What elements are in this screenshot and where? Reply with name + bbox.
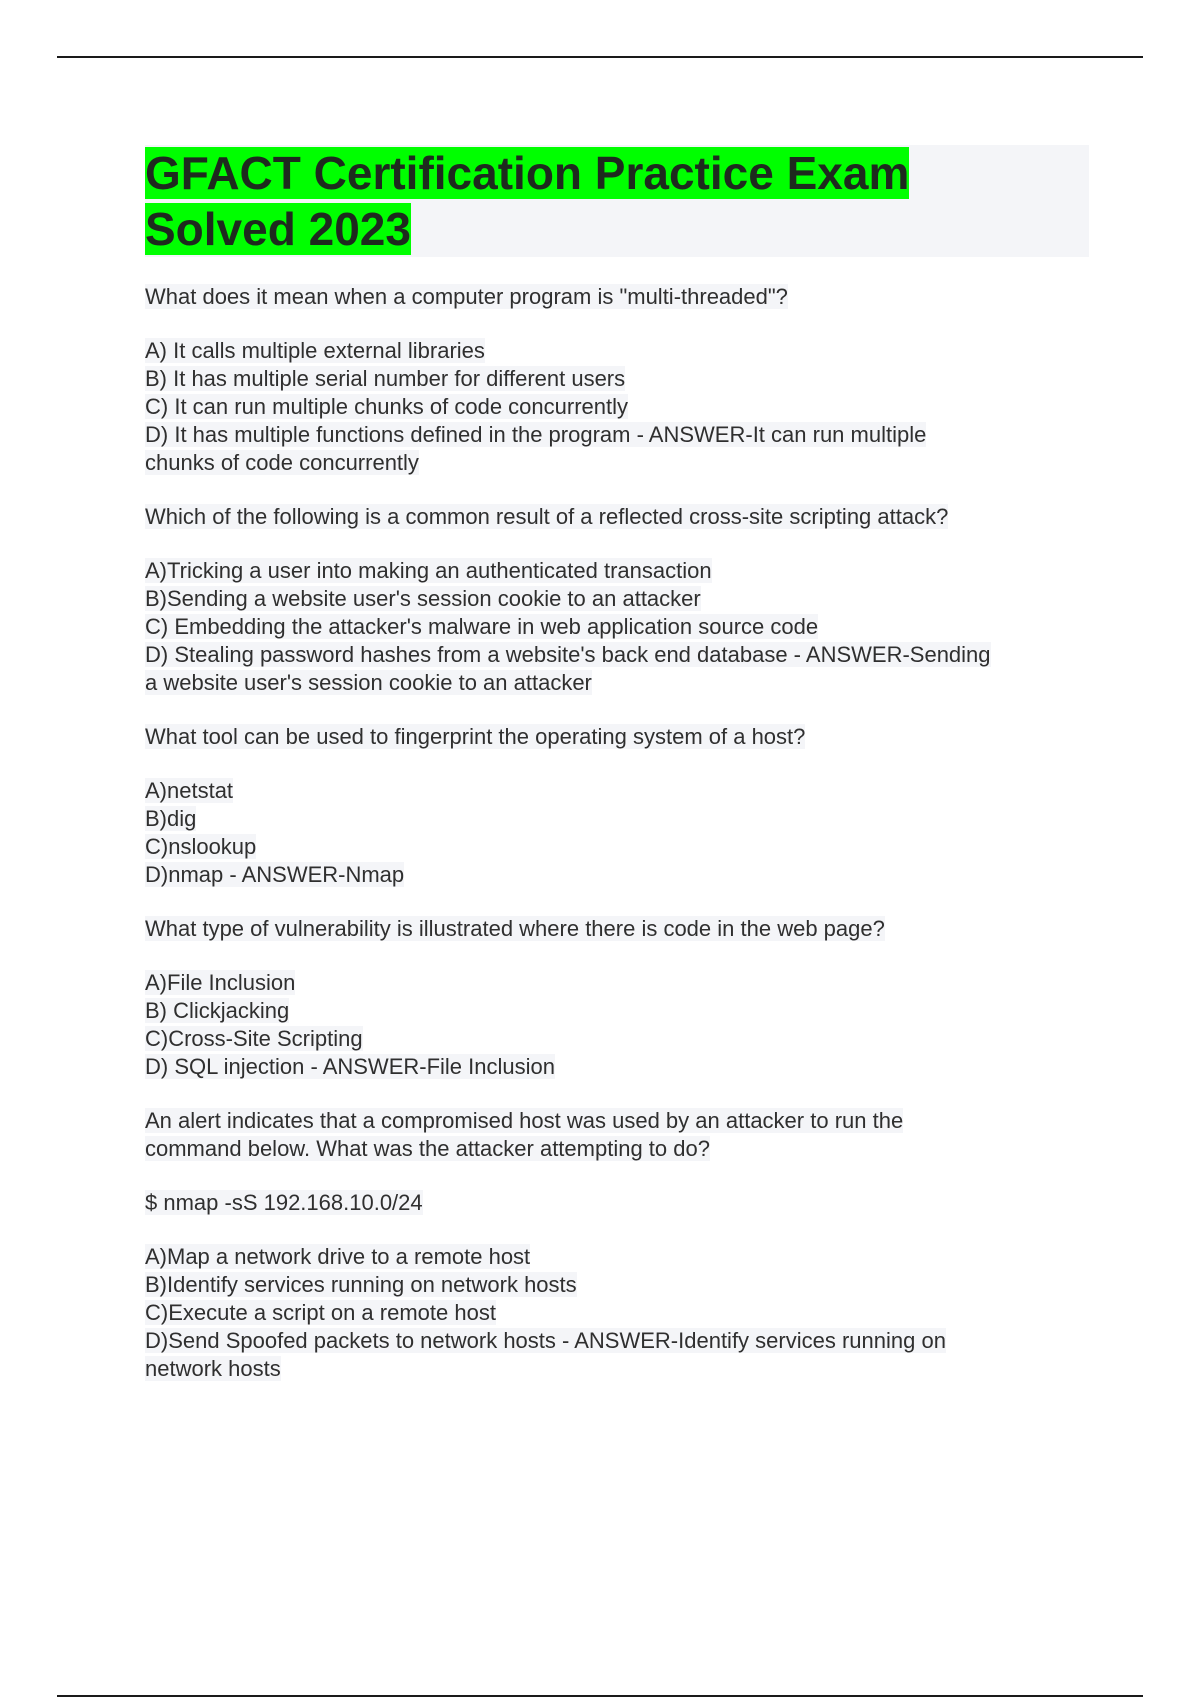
- answer-option: C)Execute a script on a remote host: [145, 1300, 496, 1325]
- command-line: $ nmap -sS 192.168.10.0/24: [145, 1190, 423, 1215]
- answer-option: A) It calls multiple external libraries: [145, 338, 485, 363]
- answer-option: a website user's session cookie to an attacker: [145, 670, 592, 695]
- question-block-5: [145, 1107, 1089, 1383]
- answer-option: C)nslookup: [145, 834, 257, 859]
- answer-option: D)nmap - ANSWER-Nmap: [145, 862, 405, 887]
- document-content: [145, 145, 1089, 1409]
- answer-option: A)netstat: [145, 778, 234, 803]
- question-block-4: [145, 915, 1089, 1081]
- top-divider: [57, 56, 1143, 58]
- answer-option: D) SQL injection - ANSWER-File Inclusion: [145, 1054, 555, 1079]
- document-title: [145, 145, 1089, 257]
- answer-option: D) Stealing password hashes from a website's back end database - ANSWER-Sending: [145, 642, 991, 667]
- question-block-1: [145, 283, 1089, 477]
- answer-option: A)File Inclusion: [145, 970, 296, 995]
- answer-option: B)dig: [145, 806, 197, 831]
- answer-option: B) Clickjacking: [145, 998, 290, 1023]
- answer-option: B)Identify services running on network hosts: [145, 1272, 577, 1297]
- answer-option: C) Embedding the attacker's malware in web application source code: [145, 614, 819, 639]
- answer-option: C)Cross-Site Scripting: [145, 1026, 363, 1051]
- title-block: [145, 145, 1089, 257]
- question-text: What tool can be used to fingerprint the operating system of a host?: [145, 724, 806, 749]
- answer-option: A)Tricking a user into making an authenticated transaction: [145, 558, 712, 583]
- question-block-2: [145, 503, 1089, 697]
- answer-option: D)Send Spoofed packets to network hosts - ANSWER-Identify services running on: [145, 1328, 946, 1353]
- question-text: What type of vulnerability is illustrated where there is code in the web page?: [145, 916, 885, 941]
- title-line-1: GFACT Certification Practice Exam: [145, 147, 910, 199]
- question-text: Which of the following is a common result of a reflected cross-site scripting attack?: [145, 504, 949, 529]
- answer-option: network hosts: [145, 1356, 281, 1381]
- question-text: An alert indicates that a compromised host was used by an attacker to run the command below. What was the attacker attempting to do?: [145, 1108, 904, 1161]
- question-block-3: [145, 723, 1089, 889]
- bottom-divider: [57, 1695, 1143, 1697]
- answer-option: A)Map a network drive to a remote host: [145, 1244, 531, 1269]
- answer-option: B)Sending a website user's session cookie to an attacker: [145, 586, 701, 611]
- answer-option: B) It has multiple serial number for different users: [145, 366, 626, 391]
- question-text: What does it mean when a computer program is "multi-threaded"?: [145, 284, 788, 309]
- answer-option: C) It can run multiple chunks of code concurrently: [145, 394, 629, 419]
- title-line-2: Solved 2023: [145, 203, 411, 255]
- answer-option: chunks of code concurrently: [145, 450, 419, 475]
- answer-option: D) It has multiple functions defined in the program - ANSWER-It can run multiple: [145, 422, 927, 447]
